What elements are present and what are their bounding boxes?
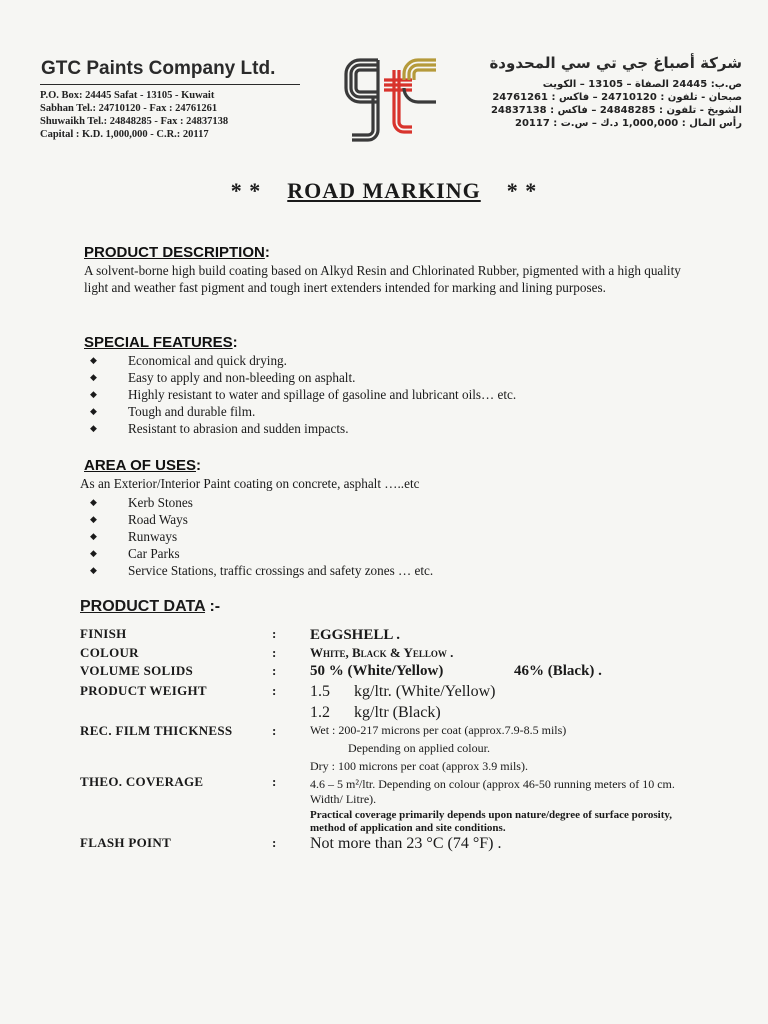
- list-item: [90, 511, 704, 528]
- diamond-bullet-icon: ◆: [90, 530, 97, 541]
- list-item-text: Car Parks: [128, 545, 180, 561]
- volume-solids-value-white-yellow: 50 % (White/Yellow): [310, 663, 444, 679]
- list-item-text: Highly resistant to water and spillage of gasoline and lubricant oils… etc.: [128, 387, 517, 402]
- list-item-text: Road Ways: [128, 511, 188, 527]
- list-item: [90, 562, 704, 579]
- diamond-bullet-icon: ◆: [90, 355, 97, 365]
- list-item: [90, 545, 704, 562]
- special-features-section: [84, 334, 704, 437]
- row-colon: :: [272, 723, 277, 738]
- row-label: PRODUCT WEIGHT: [80, 683, 207, 698]
- list-item: [90, 369, 704, 386]
- row-colon: :: [272, 835, 277, 850]
- diamond-bullet-icon: ◆: [90, 564, 97, 575]
- list-item: [90, 386, 704, 403]
- flash-point-value: Not more than 23 °C (74 °F) .: [310, 835, 502, 852]
- address-line: Shuwaikh Tel.: 24848285 - Fax : 24837138: [40, 116, 229, 127]
- product-description-section: [84, 244, 704, 296]
- film-thickness-wet: Wet : 200-217 microns per coat (approx.7.9-8.5 mils): [310, 723, 567, 737]
- list-item-text: Service Stations, traffic crossings and safety zones … etc.: [128, 562, 434, 578]
- diamond-bullet-icon: ◆: [90, 406, 97, 416]
- theo-coverage-text: 4.6 – 5 m²/ltr. Depending on colour (approx 46-50 running meters of 10 cm. Width/ Litre).: [310, 777, 675, 806]
- company-name-ar: شركة أصباغ جي تي سي المحدودة: [489, 54, 742, 72]
- row-label: THEO. COVERAGE: [80, 774, 204, 789]
- film-thickness-wet-note: Depending on applied colour.: [348, 741, 490, 755]
- heading-suffix: :: [264, 244, 270, 261]
- section-heading-text: SPECIAL FEATURES: [84, 334, 233, 351]
- row-colon: :: [272, 645, 277, 660]
- arabic-address-line: صبحان - تلفون : 24710120 – فاكس : 24761261: [492, 92, 742, 103]
- uses-list: [90, 494, 704, 579]
- row-colon: :: [272, 774, 277, 789]
- volume-solids-value-black: 46% (Black) .: [514, 663, 602, 679]
- colour-value: White, Black & Yellow .: [310, 645, 454, 660]
- row-label: FLASH POINT: [80, 835, 172, 850]
- company-name-en: GTC Paints Company Ltd.: [41, 58, 276, 79]
- gtc-logo-icon: [338, 52, 442, 144]
- address-line: Capital : K.D. 1,000,000 - C.R.: 20117: [40, 129, 209, 140]
- list-item-text: Tough and durable film.: [128, 404, 256, 419]
- title-text: ROAD MARKING: [287, 178, 481, 203]
- section-heading-text: PRODUCT DESCRIPTION: [84, 244, 265, 261]
- product-weight-line2: 1.2 kg/ltr (Black): [310, 704, 441, 721]
- list-item: [90, 420, 704, 437]
- address-line: Sabhan Tel.: 24710120 - Fax : 24761261: [40, 103, 218, 114]
- address-line: P.O. Box: 24445 Safat - 13105 - Kuwait: [40, 90, 215, 101]
- product-data-heading: [80, 598, 220, 616]
- heading-suffix: :-: [205, 598, 221, 615]
- section-heading-text: AREA OF USES: [84, 457, 196, 474]
- section-heading: [84, 244, 704, 261]
- section-heading-text: PRODUCT DATA: [80, 598, 206, 615]
- list-item: [90, 528, 704, 545]
- section-heading: [84, 457, 704, 474]
- title-stars-left: * *: [230, 178, 262, 203]
- row-colon: :: [272, 663, 277, 678]
- row-colon: :: [272, 626, 277, 641]
- theo-coverage-note: Practical coverage primarily depends upon nature/degree of surface porosity, method of application and site conditions.: [310, 809, 673, 834]
- header-rule: [40, 84, 300, 85]
- list-item-text: Resistant to abrasion and sudden impacts.: [128, 421, 349, 436]
- diamond-bullet-icon: ◆: [90, 547, 97, 558]
- features-list: [90, 352, 704, 437]
- list-item: [90, 403, 704, 420]
- diamond-bullet-icon: ◆: [90, 389, 97, 399]
- diamond-bullet-icon: ◆: [90, 496, 97, 507]
- area-of-uses-intro: As an Exterior/Interior Paint coating on concrete, asphalt …..etc: [80, 476, 420, 491]
- list-item-text: Easy to apply and non-bleeding on asphalt.: [128, 370, 356, 385]
- diamond-bullet-icon: ◆: [90, 372, 97, 382]
- list-item-text: Economical and quick drying.: [128, 353, 287, 368]
- finish-value: EGGSHELL .: [310, 627, 401, 643]
- row-label: FINISH: [80, 626, 127, 641]
- list-item-text: Kerb Stones: [128, 494, 193, 510]
- row-label: REC. FILM THICKNESS: [80, 723, 233, 738]
- heading-suffix: :: [232, 334, 238, 351]
- letterhead-english: [40, 58, 300, 141]
- area-of-uses-section: [80, 457, 704, 579]
- arabic-address-line: الشويخ - تلفون : 24848285 – فاكس : 24837138: [490, 105, 742, 116]
- product-weight-line1: 1.5 kg/ltr. (White/Yellow): [310, 683, 496, 700]
- product-description-text: A solvent-borne high build coating based on Alkyd Resin and Chlorinated Rubber, pigmented with a high quality light and weather fast pigment and tough inert extenders intended for marking and lining purposes.: [84, 263, 681, 295]
- section-heading: [84, 334, 704, 351]
- diamond-bullet-icon: ◆: [90, 423, 97, 433]
- heading-suffix: :: [195, 457, 201, 474]
- diamond-bullet-icon: ◆: [90, 513, 97, 524]
- document-title: [0, 178, 768, 204]
- arabic-address-line: رأس المال : 1,000,000 د.ك – س.ت : 20117: [514, 118, 742, 129]
- list-item: [90, 352, 704, 369]
- row-label: VOLUME SOLIDS: [80, 663, 194, 678]
- arabic-address-line: ص.ب: 24445 الصفاة – 13105 – الكويت: [542, 79, 742, 90]
- row-colon: :: [272, 683, 277, 698]
- film-thickness-dry: Dry : 100 microns per coat (approx 3.9 mils).: [310, 759, 528, 773]
- row-label: COLOUR: [80, 645, 139, 660]
- letterhead-arabic: [482, 54, 742, 130]
- list-item-text: Runways: [128, 528, 178, 544]
- title-stars-right: * *: [506, 178, 538, 203]
- list-item: [90, 494, 704, 511]
